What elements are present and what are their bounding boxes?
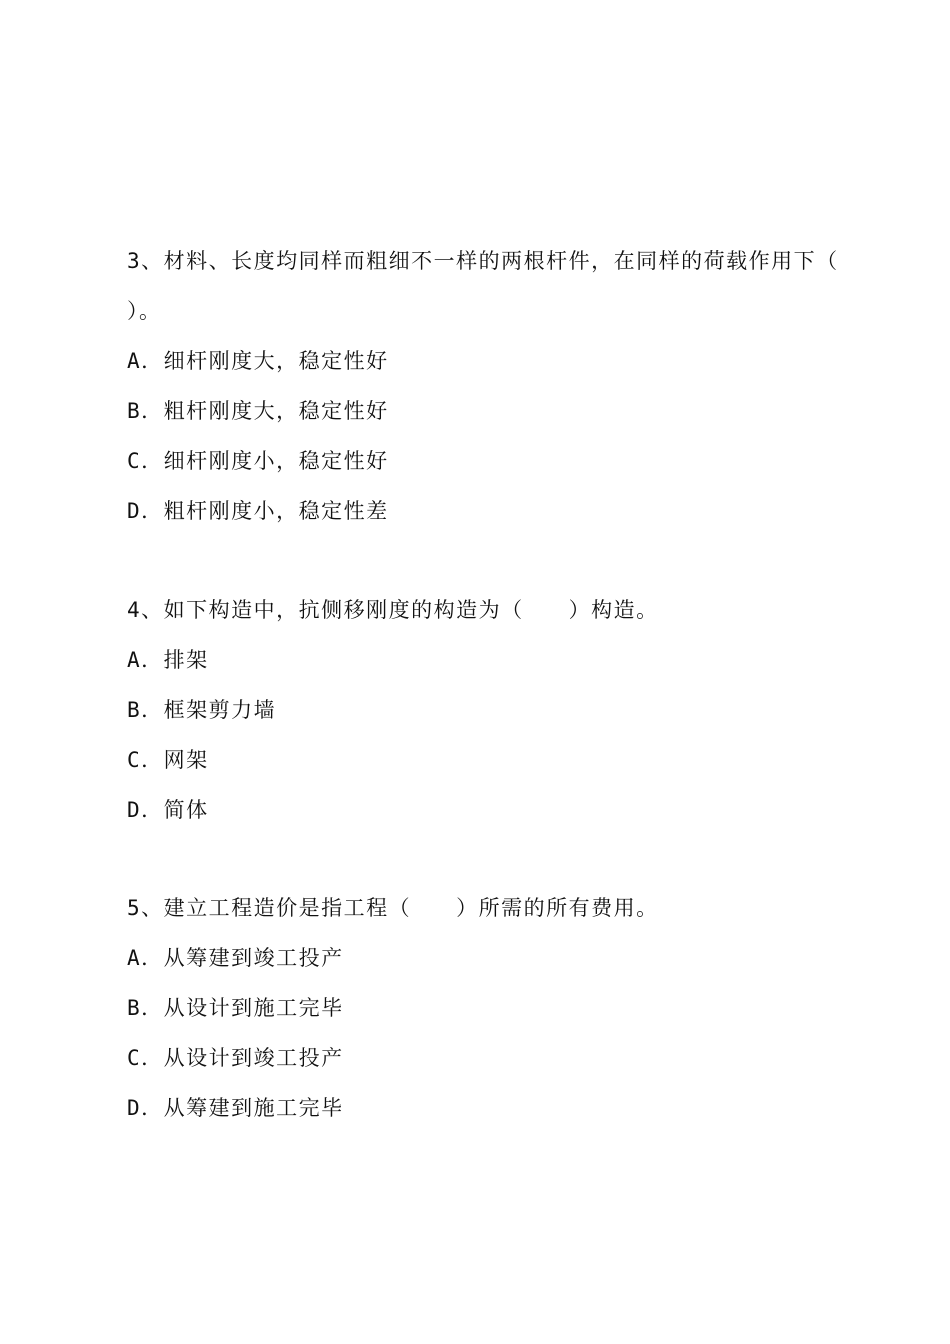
- question-stem-continued: ）。: [127, 299, 162, 323]
- question-5: [127, 883, 847, 1133]
- question-stem: 4、如下构造中，抗侧移刚度的构造为（ ）构造。: [127, 598, 659, 622]
- question-stem: 3、材料、长度均同样而粗细不一样的两根杆件，在同样的荷载作用下（: [127, 249, 839, 273]
- option-d: D．从筹建到施工完毕: [127, 1096, 344, 1120]
- option-a: A．细杆刚度大，稳定性好: [127, 349, 389, 373]
- question-stem: 5、建立工程造价是指工程（ ）所需的所有费用。: [127, 896, 659, 920]
- option-b: B．粗杆刚度大，稳定性好: [127, 399, 389, 423]
- option-c: C．从设计到竣工投产: [127, 1046, 344, 1070]
- question-3: [127, 236, 847, 536]
- option-d: D．简体: [127, 798, 209, 822]
- option-d: D．粗杆刚度小，稳定性差: [127, 499, 389, 523]
- option-c: C．网架: [127, 748, 209, 772]
- option-a: A．从筹建到竣工投产: [127, 946, 344, 970]
- question-4: [127, 585, 847, 835]
- option-a: A．排架: [127, 648, 209, 672]
- option-b: B．从设计到施工完毕: [127, 996, 344, 1020]
- option-c: C．细杆刚度小，稳定性好: [127, 449, 389, 473]
- option-b: B．框架剪力墙: [127, 698, 277, 722]
